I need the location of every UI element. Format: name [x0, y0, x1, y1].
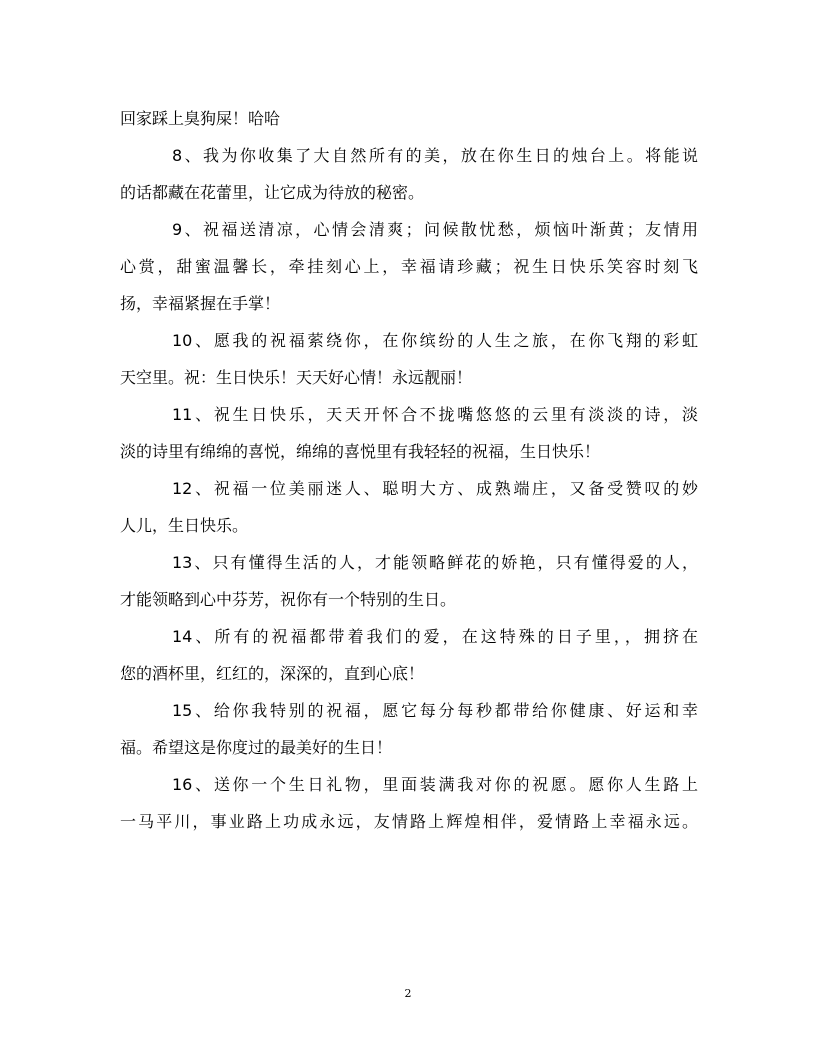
paragraph-line: 14、所有的祝福都带着我们的爱，在这特殊的日子里，，拥挤在 — [172, 627, 698, 646]
paragraph-line: 9、祝福送清凉，心情会清爽；问候散忧愁，烦恼叶渐黄；友情用 — [172, 220, 698, 239]
paragraph-line: 一马平川，事业路上功成永远，友情路上辉煌相伴，爱情路上幸福永远。 — [120, 812, 698, 831]
document-body — [120, 100, 698, 840]
paragraph-line: 11、祝生日快乐，天天开怀合不拢嘴悠悠的云里有淡淡的诗，淡 — [172, 405, 698, 424]
paragraph-line: 扬，幸福紧握在手掌！ — [120, 294, 281, 313]
paragraph-line: 淡的诗里有绵绵的喜悦，绵绵的喜悦里有我轻轻的祝福，生日快乐！ — [120, 442, 601, 461]
paragraph-line: 13、只有懂得生活的人，才能领略鲜花的娇艳，只有懂得爱的人， — [172, 553, 698, 572]
paragraph-line: 10、愿我的祝福萦绕你，在你缤纷的人生之旅，在你飞翔的彩虹 — [172, 331, 698, 350]
paragraph-line: 您的酒杯里，红红的，深深的，直到心底！ — [120, 664, 425, 683]
paragraph-line: 福。希望这是你度过的最美好的生日！ — [120, 738, 393, 757]
paragraph-line: 的话都藏在花蕾里，让它成为待放的秘密。 — [120, 183, 425, 202]
paragraph-line: 心赏，甜蜜温馨长，牵挂刻心上，幸福请珍藏；祝生日快乐笑容时刻飞 — [120, 257, 698, 276]
paragraph-line: 才能领略到心中芬芳，祝你有一个特别的生日。 — [120, 590, 457, 609]
paragraph-line: 天空里。祝：生日快乐！天天好心情！永远靓丽！ — [120, 368, 473, 387]
page-number: 2 — [404, 987, 412, 1000]
paragraph-line: 16、送你一个生日礼物，里面装满我对你的祝愿。愿你人生路上 — [172, 775, 698, 794]
paragraph-line: 12、祝福一位美丽迷人、聪明大方、成熟端庄，又备受赞叹的妙 — [172, 479, 698, 498]
paragraph-line: 回家踩上臭狗屎！哈哈 — [120, 109, 281, 128]
paragraph-line: 15、给你我特别的祝福，愿它每分每秒都带给你健康、好运和幸 — [172, 701, 698, 720]
paragraph-line: 人儿，生日快乐。 — [120, 516, 249, 535]
paragraph-line: 8、我为你收集了大自然所有的美，放在你生日的烛台上。将能说 — [172, 146, 698, 165]
